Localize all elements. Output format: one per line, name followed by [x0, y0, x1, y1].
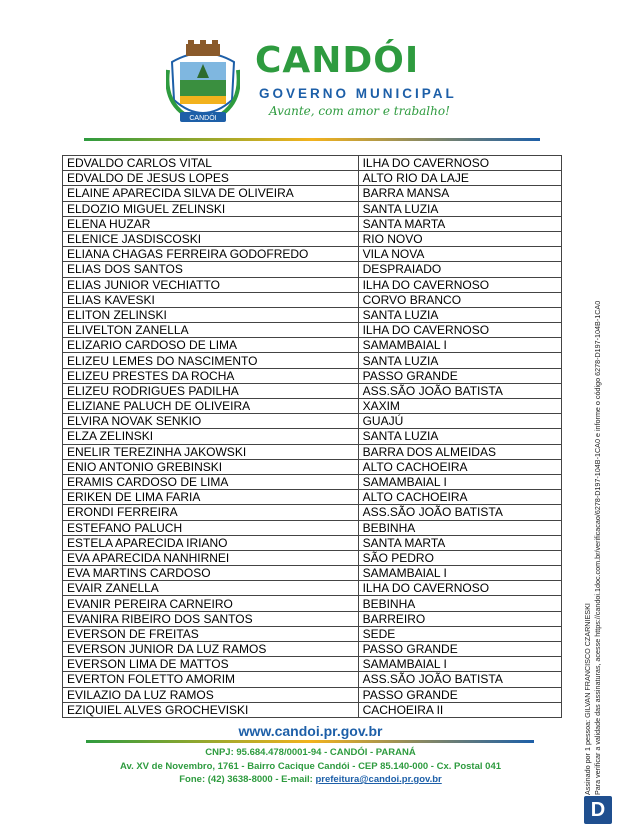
person-name-cell: ELIZIANE PALUCH DE OLIVEIRA [63, 399, 359, 414]
table-row [63, 156, 562, 171]
location-cell: PASSO GRANDE [358, 368, 561, 383]
document-footer [0, 746, 621, 787]
location-cell: BARRA MANSA [358, 186, 561, 201]
location-cell: SANTA LUZIA [358, 353, 561, 368]
location-cell: BEBINHA [358, 520, 561, 535]
location-cell: SAMAMBAIAL I [358, 338, 561, 353]
table-row [63, 505, 562, 520]
table-row [63, 186, 562, 201]
person-name-cell: EVILAZIO DA LUZ RAMOS [63, 687, 359, 702]
person-name-cell: ELIAS JUNIOR VECHIATTO [63, 277, 359, 292]
person-name-cell: EZIQUIEL ALVES GROCHEVISKI [63, 702, 359, 717]
person-name-cell: EVERSON DE FREITAS [63, 626, 359, 641]
table-row [63, 581, 562, 596]
location-cell: CORVO BRANCO [358, 292, 561, 307]
footer-phone: Fone: (42) 3638-8000 - E-mail: [179, 774, 316, 785]
table-row [63, 292, 562, 307]
table-row [63, 399, 562, 414]
table-row [63, 338, 562, 353]
person-name-cell: ELDOZIO MIGUEL ZELINSKI [63, 201, 359, 216]
table-row [63, 642, 562, 657]
location-cell: ALTO CACHOEIRA [358, 459, 561, 474]
table-row [63, 459, 562, 474]
person-name-cell: ELIZEU LEMES DO NASCIMENTO [63, 353, 359, 368]
table-row [63, 490, 562, 505]
location-cell: SANTA LUZIA [358, 307, 561, 322]
table-row [63, 383, 562, 398]
footer-address: Av. XV de Novembro, 1761 - Bairro Cacique Candói - CEP 85.140-000 - Cx. Postal 041 [119, 760, 502, 772]
location-cell: VILA NOVA [358, 247, 561, 262]
person-name-cell: ELENICE JASDISCOSKI [63, 231, 359, 246]
location-cell: XAXIM [358, 399, 561, 414]
person-name-cell: EVERSON LIMA DE MATTOS [63, 657, 359, 672]
table-row [63, 626, 562, 641]
table-row [63, 231, 562, 246]
location-cell: BARRA DOS ALMEIDAS [358, 444, 561, 459]
brand-slogan: Avante, com amor e trabalho! [269, 104, 450, 118]
person-name-cell: ELITON ZELINSKI [63, 307, 359, 322]
table-row [63, 520, 562, 535]
table-row [63, 611, 562, 626]
person-name-cell: ELIAS KAVESKI [63, 292, 359, 307]
website-link[interactable]: www.candoi.pr.gov.br [238, 723, 383, 739]
table-row [63, 171, 562, 186]
location-cell: ILHA DO CAVERNOSO [358, 156, 561, 171]
beneficiary-table [62, 155, 562, 718]
table-row [63, 353, 562, 368]
person-name-cell: ELIVELTON ZANELLA [63, 323, 359, 338]
signature-line-2: Para verificar a validade das assinaturas, acesse https://candoi.1doc.com.br/verificacao/6278-D197-104B-1CA0 e informe o código 6278-D197-104B-1CA0 [592, 300, 602, 795]
document-header [0, 0, 621, 140]
person-name-cell: EVERSON JUNIOR DA LUZ RAMOS [63, 642, 359, 657]
table-row [63, 702, 562, 717]
location-cell: RIO NOVO [358, 231, 561, 246]
location-cell: CACHOEIRA II [358, 702, 561, 717]
location-cell: SAMAMBAIAL I [358, 474, 561, 489]
location-cell: DESPRAIADO [358, 262, 561, 277]
footer-cnpj: CNPJ: 95.684.478/0001-94 - CANDÓI - PARANÁ [205, 747, 416, 758]
person-name-cell: ERAMIS CARDOSO DE LIMA [63, 474, 359, 489]
person-name-cell: ENELIR TEREZINHA JAKOWSKI [63, 444, 359, 459]
location-cell: BARREIRO [358, 611, 561, 626]
table-row [63, 429, 562, 444]
table-row [63, 247, 562, 262]
footer-contact [0, 773, 621, 787]
person-name-cell: ELENA HUZAR [63, 216, 359, 231]
municipal-crest-icon [166, 40, 240, 128]
table-row [63, 262, 562, 277]
table-row [63, 687, 562, 702]
table-row [63, 566, 562, 581]
signature-line-1: Assinado por 1 pessoa: GILVAN FRANCISCO CZARNIESKI [583, 603, 592, 795]
location-cell: SANTA LUZIA [358, 201, 561, 216]
person-name-cell: ELZA ZELINSKI [63, 429, 359, 444]
person-name-cell: ELIAS DOS SANTOS [63, 262, 359, 277]
person-name-cell: ELIANA CHAGAS FERREIRA GODOFREDO [63, 247, 359, 262]
location-cell: PASSO GRANDE [358, 687, 561, 702]
table-row [63, 277, 562, 292]
table-row [63, 201, 562, 216]
table-row [63, 535, 562, 550]
location-cell: ALTO RIO DA LAJE [358, 171, 561, 186]
table-row [63, 216, 562, 231]
person-name-cell: EDVALDO DE JESUS LOPES [63, 171, 359, 186]
location-cell: ILHA DO CAVERNOSO [358, 277, 561, 292]
location-cell: SAMAMBAIAL I [358, 566, 561, 581]
table-row [63, 414, 562, 429]
footer-divider [86, 740, 534, 743]
table-row [63, 550, 562, 565]
person-name-cell: EVA MARTINS CARDOSO [63, 566, 359, 581]
person-name-cell: ERIKEN DE LIMA FARIA [63, 490, 359, 505]
location-cell: SANTA MARTA [358, 216, 561, 231]
brand-subtitle: GOVERNO MUNICIPAL [259, 86, 457, 101]
location-cell: ILHA DO CAVERNOSO [358, 581, 561, 596]
table-row [63, 657, 562, 672]
person-name-cell: ELVIRA NOVAK SENKIO [63, 414, 359, 429]
location-cell: GUAJÚ [358, 414, 561, 429]
location-cell: ASS.SÃO JOÃO BATISTA [358, 505, 561, 520]
table-row [63, 444, 562, 459]
brand-logo [255, 40, 455, 130]
person-name-cell: EVANIR PEREIRA CARNEIRO [63, 596, 359, 611]
header-divider [84, 138, 540, 141]
person-name-cell: ELAINE APARECIDA SILVA DE OLIVEIRA [63, 186, 359, 201]
location-cell: ALTO CACHOEIRA [358, 490, 561, 505]
document-service-logo-icon: D [584, 796, 612, 824]
brand-title: CANDÓI [255, 40, 420, 81]
location-cell: SANTA MARTA [358, 535, 561, 550]
person-name-cell: ELIZEU RODRIGUES PADILHA [63, 383, 359, 398]
location-cell: ILHA DO CAVERNOSO [358, 323, 561, 338]
person-name-cell: EVERTON FOLETTO AMORIM [63, 672, 359, 687]
location-cell: PASSO GRANDE [358, 642, 561, 657]
footer-email-link[interactable]: prefeitura@candoi.pr.gov.br [315, 774, 442, 785]
table-row [63, 596, 562, 611]
person-name-cell: ELIZARIO CARDOSO DE LIMA [63, 338, 359, 353]
person-name-cell: ENIO ANTONIO GREBINSKI [63, 459, 359, 474]
person-name-cell: ELIZEU PRESTES DA ROCHA [63, 368, 359, 383]
person-name-cell: ESTEFANO PALUCH [63, 520, 359, 535]
person-name-cell: EVAIR ZANELLA [63, 581, 359, 596]
table-row [63, 474, 562, 489]
location-cell: SÃO PEDRO [358, 550, 561, 565]
signature-note [583, 301, 602, 795]
person-name-cell: ESTELA APARECIDA IRIANO [63, 535, 359, 550]
table-row [63, 307, 562, 322]
location-cell: ASS.SÃO JOÃO BATISTA [358, 383, 561, 398]
location-cell: SANTA LUZIA [358, 429, 561, 444]
person-name-cell: EVA APARECIDA NANHIRNEI [63, 550, 359, 565]
person-name-cell: ERONDI FERREIRA [63, 505, 359, 520]
table-row [63, 323, 562, 338]
location-cell: SEDE [358, 626, 561, 641]
svg-text:CANDÓI: CANDÓI [189, 115, 217, 122]
location-cell: BEBINHA [358, 596, 561, 611]
person-name-cell: EVANIRA RIBEIRO DOS SANTOS [63, 611, 359, 626]
location-cell: ASS.SÃO JOÃO BATISTA [358, 672, 561, 687]
table-row [63, 672, 562, 687]
person-name-cell: EDVALDO CARLOS VITAL [63, 156, 359, 171]
table-row [63, 368, 562, 383]
location-cell: SAMAMBAIAL I [358, 657, 561, 672]
